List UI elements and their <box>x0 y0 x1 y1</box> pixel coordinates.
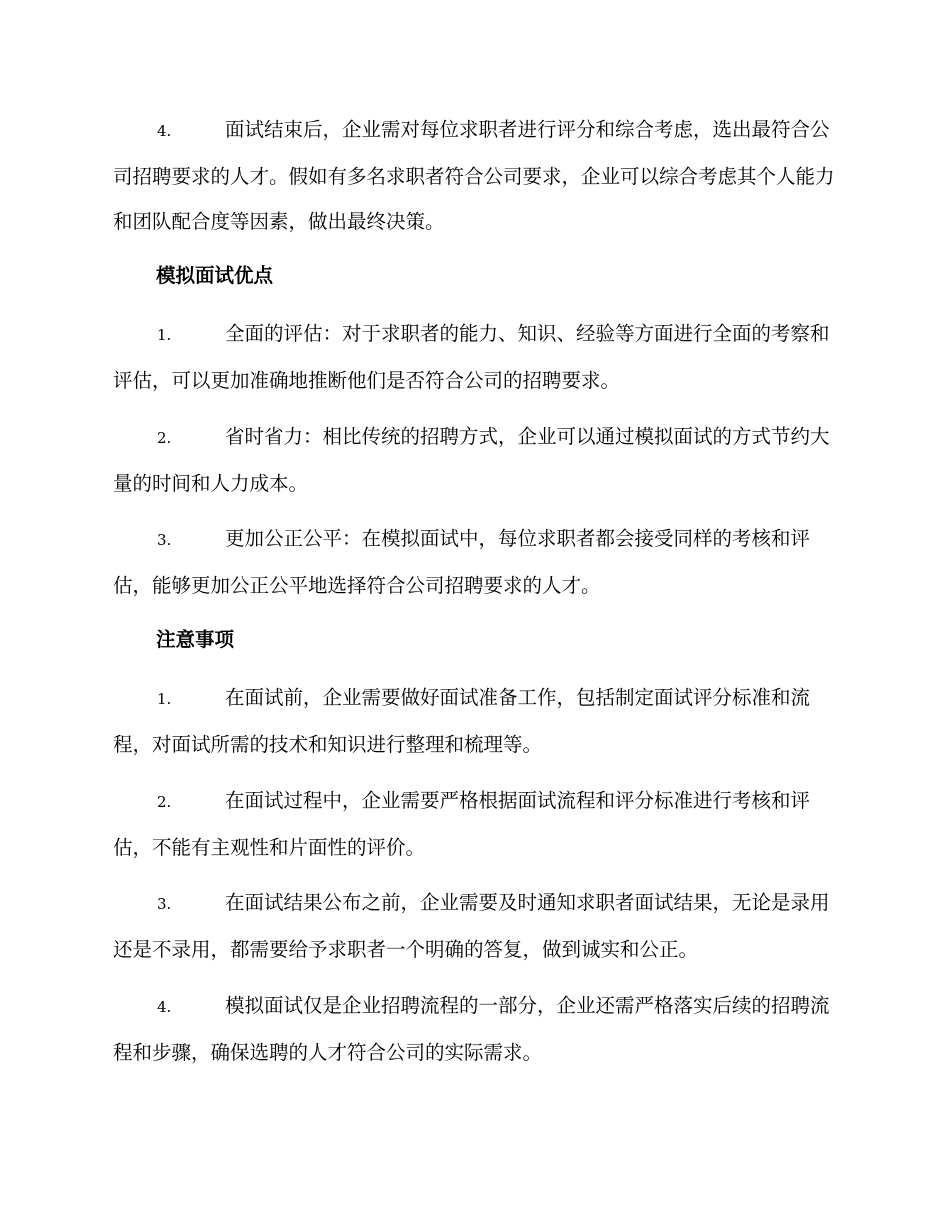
list-item-number: 4. <box>157 122 172 140</box>
list-item <box>113 778 835 870</box>
list-item-text: 模拟面试仅是企业招聘流程的一部分，企业还需严格落实后续的招聘流程和步骤，确保选聘的人才符合公司的实际需求。 <box>113 994 830 1064</box>
list-item-text: 面试结束后，企业需对每位求职者进行评分和综合考虑，选出最符合公司招聘要求的人才。假如有多名求职者符合公司要求，企业可以综合考虑其个人能力和团队配合度等因素，做出最终决策。 <box>113 118 835 233</box>
list-item-text: 在面试过程中，企业需要严格根据面试流程和评分标准进行考核和评估，不能有主观性和片面性的评价。 <box>113 789 811 859</box>
list-item-number: 2. <box>157 429 172 447</box>
list-item-text: 更加公正公平：在模拟面试中，每位求职者都会接受同样的考核和评估，能够更加公正公平地选择符合公司招聘要求的人才。 <box>113 527 811 597</box>
list-item <box>113 311 835 403</box>
list-item <box>113 983 835 1075</box>
list-item-text: 在面试前，企业需要做好面试准备工作，包括制定面试评分标准和流程，对面试所需的技术和知识进行整理和梳理等。 <box>113 686 811 756</box>
list-item <box>113 880 835 972</box>
list-item-text: 在面试结果公布之前，企业需要及时通知求职者面试结果，无论是录用还是不录用，都需要给予求职者一个明确的答复，做到诚实和公正。 <box>113 891 830 961</box>
list-item <box>113 107 835 244</box>
list-item-number: 3. <box>157 531 172 549</box>
list-item <box>113 414 835 506</box>
list-item <box>113 516 835 608</box>
list-item-number: 1. <box>157 326 172 344</box>
list-item-number: 4. <box>157 998 172 1016</box>
list-item-text: 省时省力：相比传统的招聘方式，企业可以通过模拟面试的方式节约大量的时间和人力成本。 <box>113 425 830 495</box>
section-heading: 注意事项 <box>156 628 235 651</box>
list-item-text: 全面的评估：对于求职者的能力、知识、经验等方面进行全面的考察和评估，可以更加准确地推断他们是否符合公司的招聘要求。 <box>113 322 830 392</box>
list-item-number: 1. <box>157 690 172 708</box>
list-item-number: 3. <box>157 895 172 913</box>
list-item <box>113 675 835 767</box>
section-heading: 模拟面试优点 <box>156 264 274 287</box>
list-item-number: 2. <box>157 793 172 811</box>
